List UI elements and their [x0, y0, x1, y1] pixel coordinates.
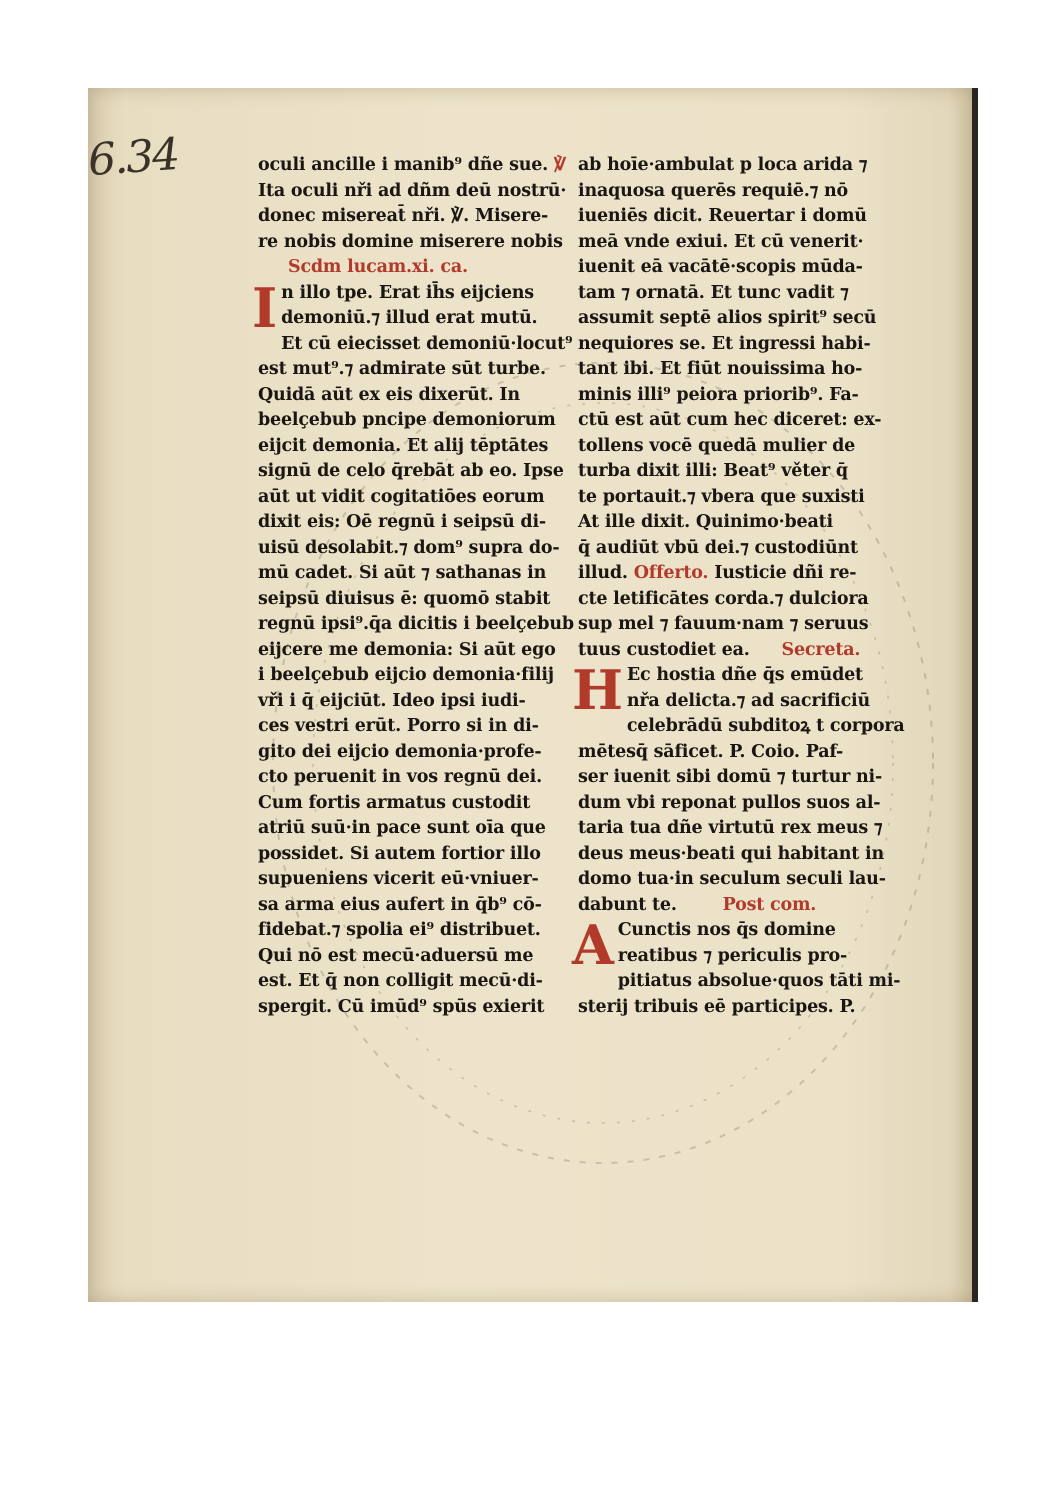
initial-paragraph-a — [572, 913, 878, 977]
text-line: re nobis domine miserere nobis — [258, 231, 563, 252]
text-line: atriū suū·in pace sunt oīa que — [258, 818, 546, 838]
offertory-text: Iusticie dñi re- — [714, 563, 857, 583]
initial-paragraph — [252, 275, 558, 340]
text-line: celebrādū subditoꝝ t corpora — [626, 716, 905, 736]
text-line: uisū desolabit.⁊ dom⁹ supra do- — [258, 537, 560, 558]
text-line: assumit septē alios spirit⁹ secū — [578, 308, 877, 328]
text-line: est mut⁹.⁊ admirate sūt turbe. — [258, 359, 546, 379]
initial-letter-h: H — [572, 658, 623, 722]
text-line: demoniū.⁊ illud erat mutū. — [281, 308, 538, 328]
text-line: Ita oculi nři ad dñm deū nostrū· — [258, 180, 567, 201]
text-line: ces vestri erūt. Porro si in di- — [258, 716, 539, 736]
text-line: reatibus ⁊ periculis pro- — [617, 945, 848, 966]
text-line: i beelçebub eijcio demonia·filij — [258, 665, 554, 685]
initial-paragraph-h — [572, 658, 878, 722]
text-line: tuus custodiet ea. Secreta. — [578, 639, 861, 660]
text-line: ctū est aūt cum hec diceret: ex- — [578, 410, 882, 430]
text-line: deus meus·beati qui habitant in — [578, 843, 885, 864]
text-line: aūt ut vidit cogitatiōes eorum — [258, 486, 545, 507]
text-line: Cum fortis armatus custodit — [258, 792, 531, 813]
text-line: domo tua·in seculum seculi lau- — [578, 869, 886, 889]
manuscript-leaf — [88, 88, 975, 1302]
text-line: spergit. Cū imūd⁹ spūs exierit — [258, 996, 545, 1017]
text-line: fidebat.⁊ spolia ei⁹ distribuet. — [258, 920, 541, 940]
text-line: dabunt te. Post com. — [578, 894, 817, 915]
text-line: eijcere me demonia: Si aūt ego — [258, 639, 556, 660]
secreta-label: Secreta. — [781, 639, 861, 660]
versicle-mark: ℣ — [554, 155, 566, 175]
text-line: inaquosa querēs requiē.⁊ nō — [578, 180, 848, 201]
text-line: iuenit eā vacātē·scopis mūda- — [578, 257, 863, 277]
text-line: n illo tpe. Erat ih̄s eijciens — [281, 282, 534, 303]
text-line: mētesq̄ sāficet. P. Coio. Paf- — [578, 741, 844, 762]
rubric-gospel-heading: Scdm lucam.xi. ca. — [288, 257, 468, 277]
text-line: Ec hostia dñe q̄s emūdet — [626, 665, 863, 685]
text-line: tollens vocē quedā mulier de — [578, 435, 856, 456]
text-column-right — [572, 153, 905, 1020]
text-line: ser iuenit sibi domū ⁊ turtur ni- — [578, 767, 883, 787]
text-line: dixit eis: Oē regnū i seipsū di- — [258, 512, 546, 532]
text-line: tant ibi. Et fiūt nouissima ho- — [578, 359, 863, 379]
text-line: tam ⁊ ornatā. Et tunc vadit ⁊ — [578, 282, 849, 303]
text-line: sa arma eius aufert in q̄b⁹ cō- — [258, 894, 542, 915]
text-line: illud. Offerto. Iusticie dñi re- — [578, 563, 857, 583]
text-line: Qui nō est mecū·aduersū me — [258, 945, 534, 966]
text-line: pitiatus absolue·quos tāti mi- — [617, 971, 901, 991]
text-line: Cunctis nos q̄s domine — [617, 920, 836, 940]
text-line: donec misereat̄ nři. ℣. Misere- — [258, 206, 549, 226]
postcommunion-label: Post com. — [722, 894, 817, 915]
text-line: possidet. Si autem fortior illo — [258, 843, 541, 864]
text-line: signū de celo q̄rebāt ab eo. Ipse — [258, 461, 564, 481]
text-line: seipsū diuisus ē: quomō stabit — [258, 588, 551, 609]
text-line: oculi ancille i manib⁹ dñe sue. ℣ — [258, 155, 566, 175]
text-line: Quidā aūt ex eis dixerūt. In — [258, 384, 520, 405]
text-line: beelçebub pncipe demoniorum — [258, 410, 556, 430]
text-line: Et cū eiecisset demoniū·locut⁹ — [281, 333, 573, 354]
text-line: meā vnde exiui. Et cū venerit· — [578, 231, 864, 252]
text-line: eijcit demonia. Et alij tēptātes — [258, 435, 549, 456]
text-line: regnū ipsi⁹.q̄a dicitis i beelçebub — [258, 614, 574, 634]
text-line: taria tua dñe virtutū rex meus ⁊ — [578, 818, 883, 838]
text-line: sterij tribuis eē participes. P. — [578, 996, 856, 1017]
text-line: q̄ audiūt vbū dei.⁊ custodiūnt — [578, 537, 858, 558]
text-line: iueniēs dicit. Reuertar i domū — [578, 206, 867, 226]
text-line: turba dixit illi: Beat⁹ věter q̄ — [578, 461, 848, 481]
text-line: At ille dixit. Quinimo·beati — [578, 512, 833, 532]
foliation-number: 6.34 — [86, 128, 180, 187]
offertory-label: Offerto. — [633, 563, 709, 583]
text-line: te portauit.⁊ vbera que suxisti — [578, 486, 865, 507]
initial-letter-a: A — [572, 913, 614, 977]
text-line: cto peruenit in vos regnū dei. — [258, 767, 542, 787]
text-line: cte letificātes corda.⁊ dulciora — [578, 588, 869, 609]
text-line: ab hoīe·ambulat p loca arida ⁊ — [578, 155, 868, 175]
text-line: gito dei eijcio demonia·profe- — [258, 741, 542, 762]
text-line: mū cadet. Si aūt ⁊ sathanas in — [258, 563, 547, 583]
text-line: dum vbi reponat pullos suos al- — [578, 792, 881, 813]
text-line: supueniens vicerit eū·vniuer- — [258, 869, 539, 889]
text-line: sup mel ⁊ fauum·nam ⁊ seruus — [578, 614, 869, 634]
text-line: vři i q̄ eijciūt. Ideo ipsi iudi- — [258, 690, 526, 711]
text-line: minis illi⁹ peiora priorib⁹. Fa- — [578, 384, 859, 405]
text-column-left — [252, 153, 574, 1020]
text-line: est. Et q̄ non colligit mecū·di- — [258, 971, 543, 991]
initial-letter-i: I — [252, 275, 278, 340]
text-line: nřa delicta.⁊ ad sacrificiū — [626, 690, 871, 711]
text-line: nequiores se. Et ingressi habi- — [578, 333, 871, 354]
